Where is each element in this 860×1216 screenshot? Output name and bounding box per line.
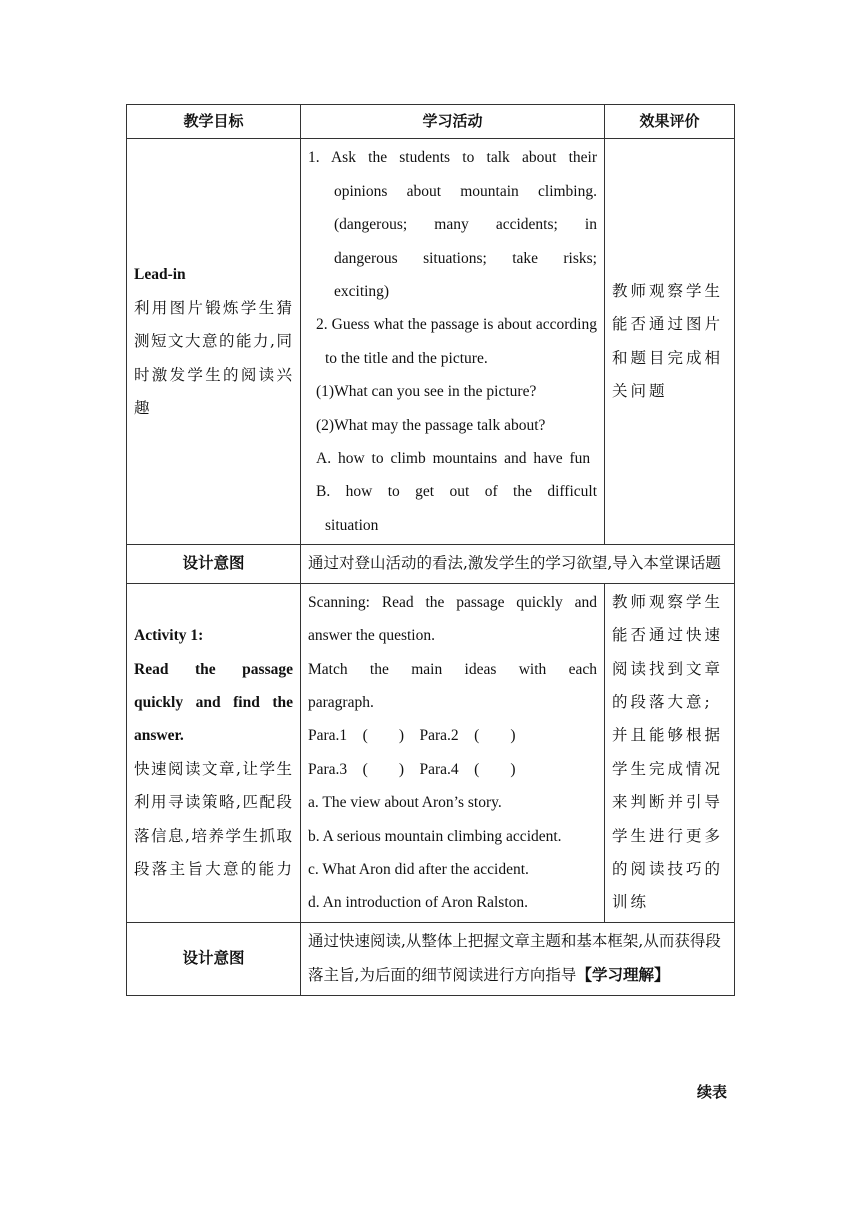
goal-title-1: Activity 1:: [134, 627, 204, 645]
main-idea-d: d. An introduction of Aron Ralston.: [308, 894, 529, 912]
question-2: (2)What may the passage talk about?: [316, 416, 546, 434]
row-activity-1: [127, 583, 735, 922]
header-row: [127, 105, 735, 139]
lesson-plan-table: [126, 104, 735, 996]
activity-item-1: 1. Ask the students to talk about their opinions about mountain climbing. (dangerous; many accidents; in dangerous situations; take risks; exciting): [308, 149, 597, 301]
design-tag-2: 【学习理解】: [576, 965, 670, 985]
row-design-2: [127, 922, 735, 995]
goal-cell-activity-1: [127, 583, 301, 922]
goal-title: Lead-in: [134, 266, 186, 284]
activity-cell-lead-in: [301, 139, 605, 545]
goal-title-2: Read the passage quickly and find the answer.: [134, 660, 293, 745]
para-line-2: Para.3 ( ) Para.4 ( ): [308, 760, 516, 778]
row-lead-in: [127, 139, 735, 545]
main-idea-b: b. A serious mountain climbing accident.: [308, 827, 562, 845]
header-goal: 教学目标: [127, 105, 301, 139]
para-line-1: Para.1 ( ) Para.2 ( ): [308, 727, 516, 745]
scan-instruction: Scanning: Read the passage quickly and answer the question.: [308, 593, 597, 645]
design-text-1: 通过对登山活动的看法,激发学生的学习欲望,导入本堂课话题: [301, 545, 735, 583]
goal-text: 利用图片锻炼学生猜测短文大意的能力,同时激发学生的阅读兴趣: [134, 298, 293, 417]
option-b: B. how to get out of the difficult situation: [316, 483, 597, 534]
goal-text-2: 快速阅读文章,让学生利用寻读策略,匹配段落信息,培养学生抓取段落主旨大意的能力: [134, 759, 293, 878]
goal-cell-lead-in: [127, 139, 301, 545]
evaluation-cell-activity-1: 教师观察学生能否通过快速阅读找到文章的段落大意;并且能够根据学生完成情况来判断并引导学生进行更多的阅读技巧的训练: [605, 583, 735, 922]
design-label-2: 设计意图: [127, 922, 301, 995]
design-cell-2: [301, 922, 735, 995]
evaluation-cell-lead-in: 教师观察学生能否通过图片和题目完成相关问题: [605, 139, 735, 545]
header-activity: 学习活动: [301, 105, 605, 139]
activity-item-2: 2. Guess what the passage is about according to the title and the picture.: [316, 316, 597, 367]
continued-label: 续表: [697, 1083, 728, 1101]
question-1: (1)What can you see in the picture?: [316, 383, 537, 401]
row-design-1: [127, 545, 735, 583]
design-text-2: 通过快速阅读,从整体上把握文章主题和基本框架,从而获得段落主旨,为后面的细节阅读进行方向指导: [308, 931, 721, 985]
activity-cell-activity-1: [301, 583, 605, 922]
design-label-1: 设计意图: [127, 545, 301, 583]
header-evaluation: 效果评价: [605, 105, 735, 139]
match-instruction: Match the main ideas with each paragraph.: [308, 660, 597, 711]
main-idea-c: c. What Aron did after the accident.: [308, 860, 529, 878]
main-idea-a: a. The view about Aron’s story.: [308, 794, 502, 812]
option-a: A. how to climb mountains and have fun: [316, 450, 591, 468]
